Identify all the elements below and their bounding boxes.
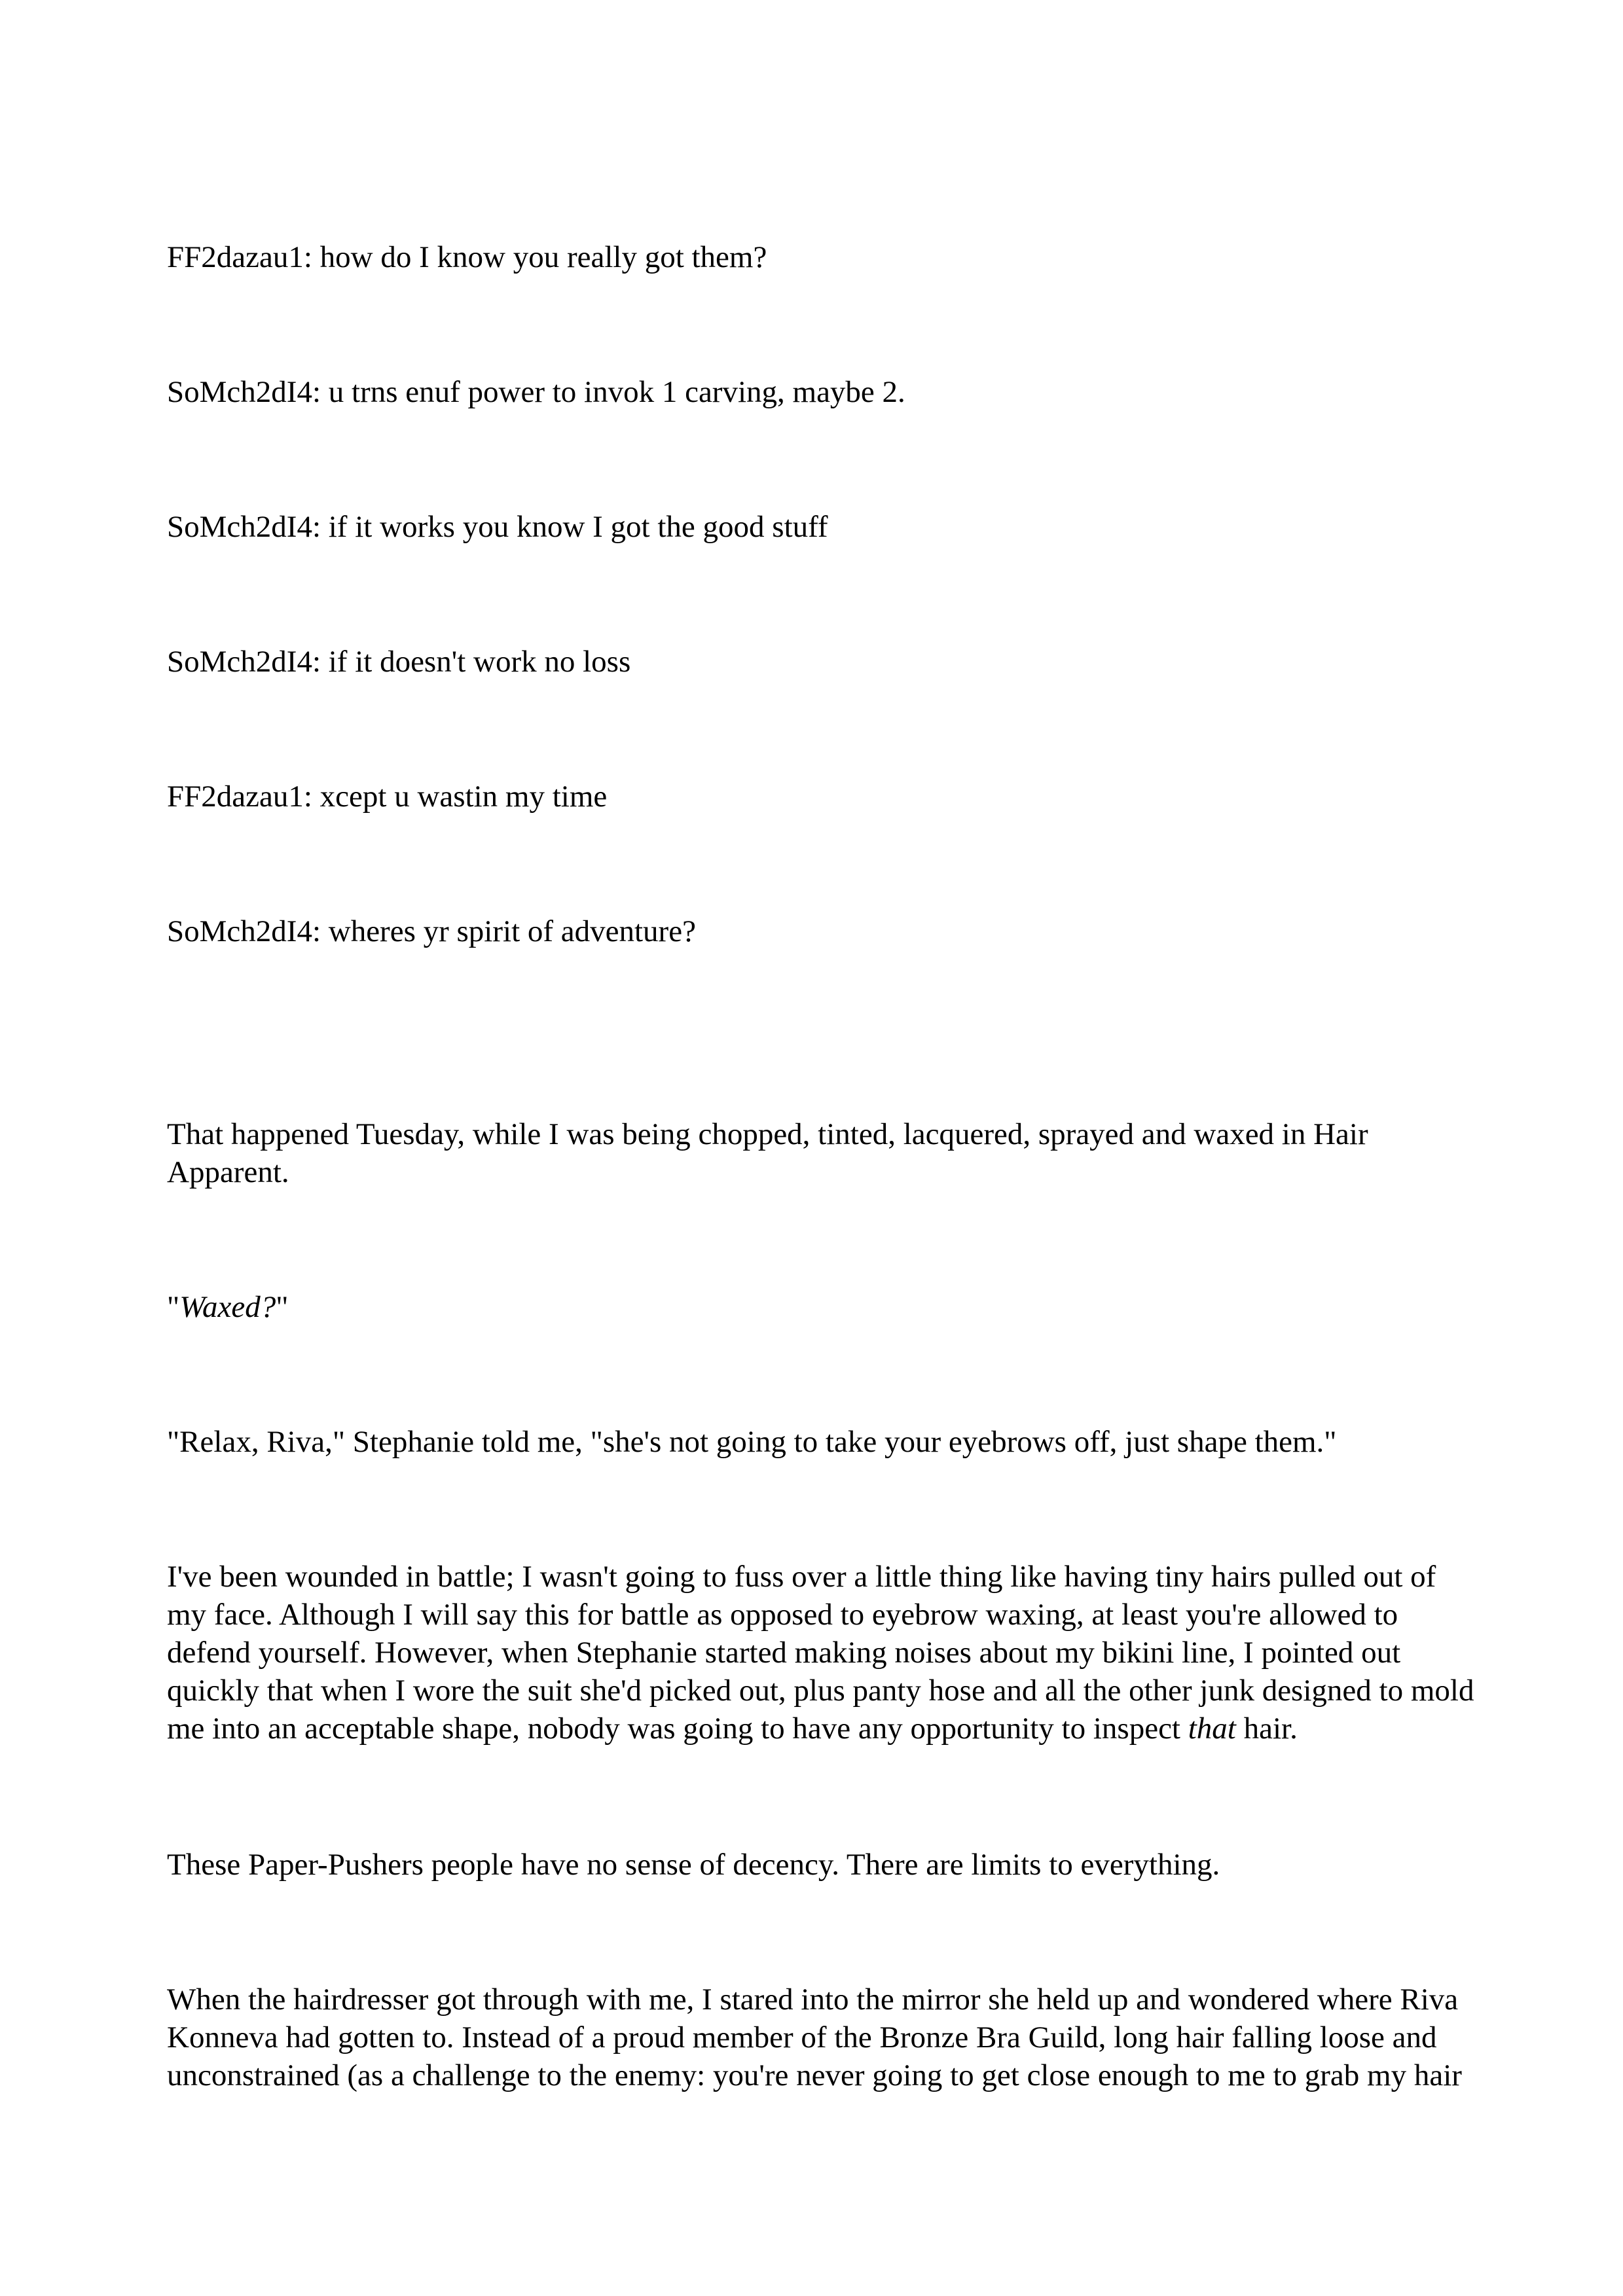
narrative-paragraph: These Paper-Pushers people have no sense of decency. There are limits to everything. <box>167 1848 1220 1882</box>
chat-line: SoMch2dI4: wheres yr spirit of adventure? <box>167 914 696 948</box>
narrative-paragraph <box>167 1288 1476 1326</box>
chat-line: SoMch2dI4: if it doesn't work no loss <box>167 645 631 679</box>
narrative-paragraph: That happened Tuesday, while I was being chopped, tinted, lacquered, sprayed and waxed in Hair Apparent. <box>167 1117 1368 1189</box>
chat-line: SoMch2dI4: if it works you know I got the good stuff <box>167 510 828 544</box>
narrative-paragraph <box>167 1558 1476 1748</box>
narrative-paragraph: "Relax, Riva," Stephanie told me, "she's not going to take your eyebrows off, just shape them." <box>167 1425 1337 1459</box>
paragraph-text: I've been wounded in battle; I wasn't going to fuss over a little thing like having tiny hairs pulled out of my face. Although I will say this for battle as opposed to eyebrow waxing, at least you're allowed to defend yourself. However, when Stephanie started making noises about my bikini line, I pointed out quickly that when I wore the suit she'd picked out, plus panty hose and all the other junk designed to mold me into an acceptable shape, nobody was going to have any opportunity to inspect <box>167 1560 1474 1746</box>
paragraph-text: hair. <box>1235 1712 1298 1746</box>
italic-text: that <box>1188 1712 1236 1746</box>
narrative-paragraph: When the hairdresser got through with me, I stared into the mirror she held up and wondered where Riva Konneva had gotten to. Instead of a proud member of the Bronze Bra Guild, long hair falling loose and unconstrained (as a challenge to the enemy: you're never going to get close enough to me to grab my hair <box>167 1982 1462 2092</box>
chat-line: FF2dazau1: how do I know you really got them? <box>167 240 767 274</box>
quote-close: " <box>276 1290 289 1324</box>
chat-line: FF2dazau1: xcept u wastin my time <box>167 780 608 814</box>
quote-open: " <box>167 1290 180 1324</box>
italic-text: Waxed? <box>179 1290 276 1324</box>
chat-line: SoMch2dI4: u trns enuf power to invok 1 carving, maybe 2. <box>167 375 905 409</box>
